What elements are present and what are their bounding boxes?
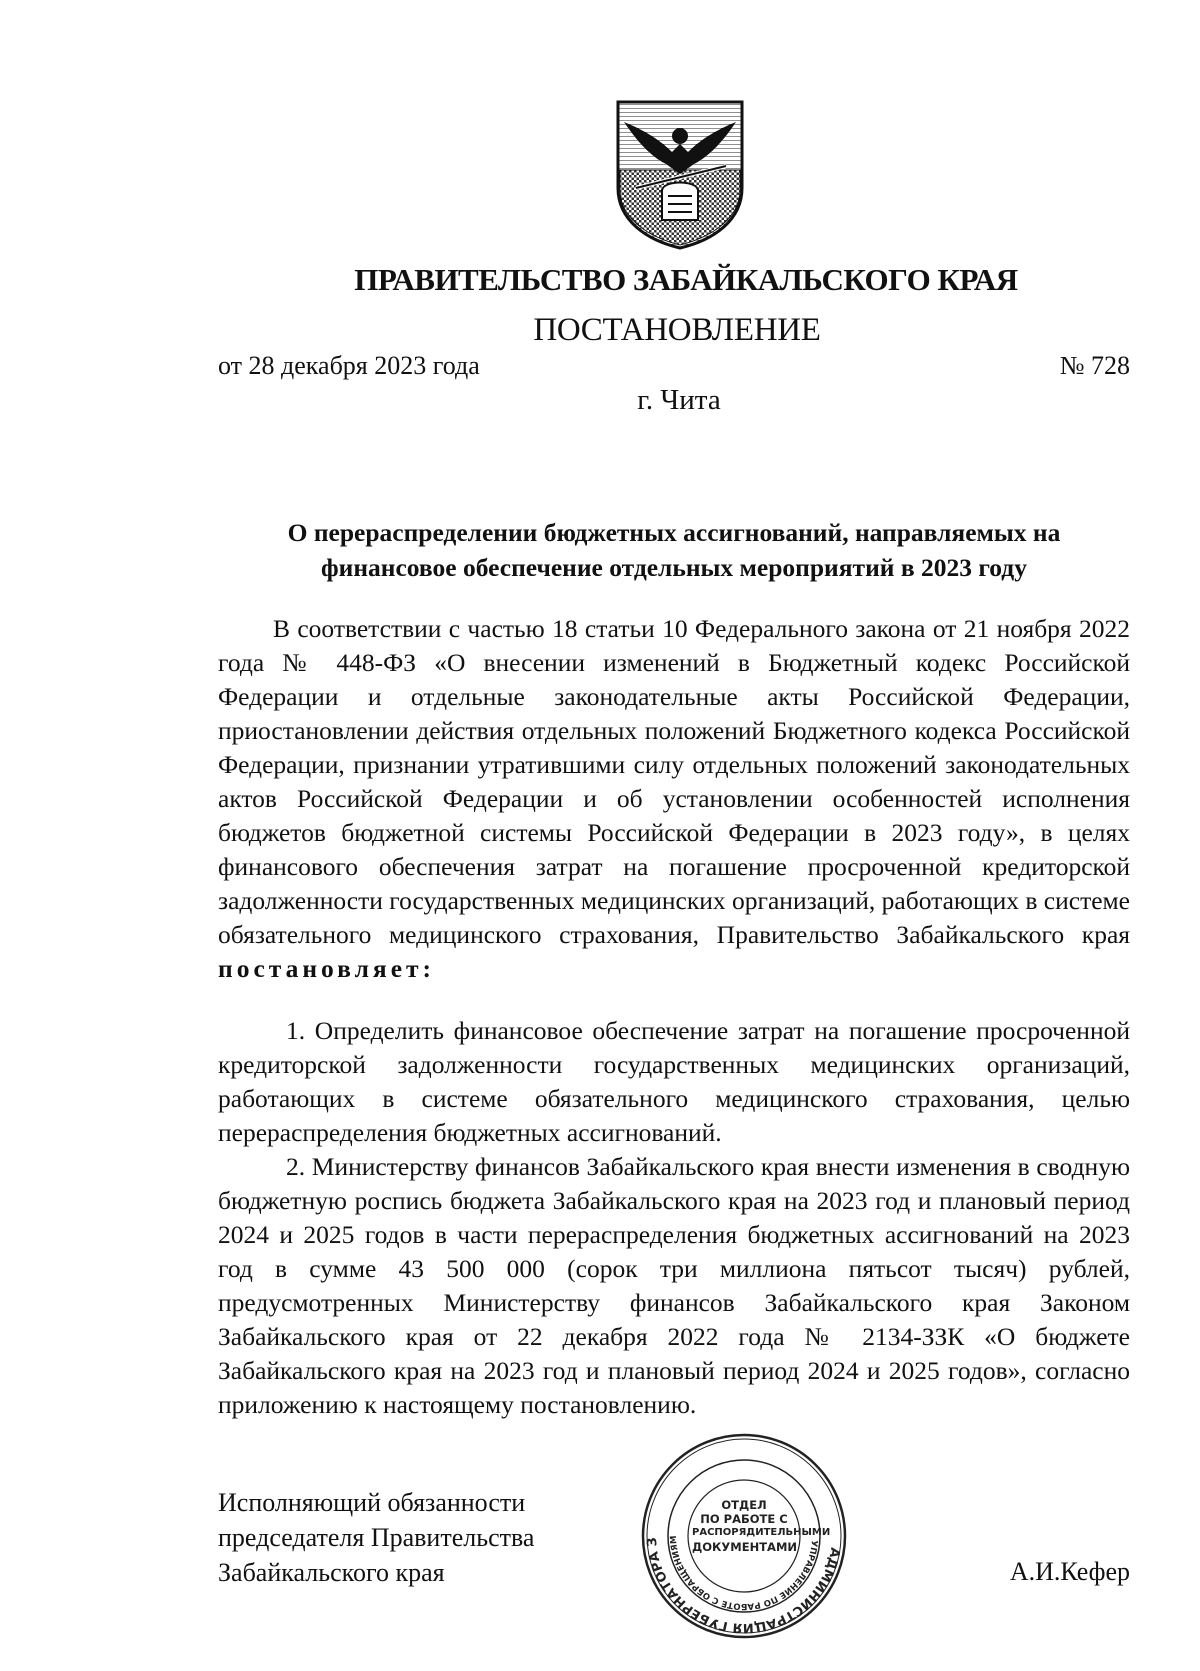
stamp-outer-text: АДМИНИСТРАЦИЯ ГУБЕРНАТОРА З (644, 1536, 843, 1636)
stamp-center-line-4: ДОКУМЕНТАМИ (692, 1540, 798, 1554)
signatory-position (218, 1485, 534, 1590)
decree-point-2: 2. Министерству финансов Забайкальского края внести изменения в сводную бюджетную роспись бюджета Забайкальского края на 2023 год и плановый период 2024 и 2025 годов в части перераспределения бюджетных ассигнований на 2023 год в сумме 43 500 000 (сорок три миллиона пятьсот тысяч) рублей, предусмотренных Министерству финансов Забайкальского края Законом Забайкальского края от 22 декабря 2022 года № 2134-ЗЗК «О бюджете Забайкальского края на 2023 год и плановый период 2024 и 2025 годов», согласно приложению к настоящему постановлению. (218, 1152, 1130, 1419)
signatory-position-line-2: председателя Правительства (218, 1523, 535, 1552)
document-title-line-1: О перераспределении бюджетных ассигнований, направляемых на (287, 518, 1061, 547)
document-type: ПОСТАНОВЛЕНИЕ (533, 312, 821, 348)
decree-colon: : (422, 954, 432, 983)
document-date: от 28 декабря 2023 года (218, 351, 480, 380)
stamp-center-line-1: ОТДЕЛ (721, 1498, 767, 1512)
signatory-name: А.И.Кефер (1009, 1557, 1130, 1586)
decree-point-1: 1. Определить финансовое обеспечение затрат на погашение просроченной кредиторской задолженности государственных медицинских организаций, работающих в системе обязательного медицинского страхования, целью перераспределения бюджетных ассигнований. (218, 1016, 1130, 1147)
decree-word: постановляет (218, 954, 423, 983)
government-name: ПРАВИТЕЛЬСТВО ЗАБАЙКАЛЬСКОГО КРАЯ (354, 262, 1018, 297)
document-number: № 728 (1059, 351, 1130, 380)
round-stamp-icon (640, 1432, 848, 1640)
preamble-text: В соответствии с частью 18 статьи 10 Федерального закона от 21 ноября 2022 года № 448-ФЗ «О внесении изменений в Бюджетный кодекс Российской Федерации и отдельные законодательные акты Российской Федерации, приостановлении действия отдельных положений Бюджетного кодекса Российской Федерации, признании утратившими силу отдельных положений законодательных актов Российской Федерации и об установлении особенностей исполнения бюджетов бюджетной системы Российской Федерации в 2023 году», в целях финансового обеспечения затрат на погашение просроченной кредиторской задолженности государственных медицинских организаций, работающих в системе обязательного медицинского страхования, Правительство Забайкальского края (218, 614, 1130, 949)
document-city: г. Чита (637, 384, 721, 416)
document-title (218, 515, 1130, 585)
stamp-center-line-2: ПО РАБОТЕ С (700, 1512, 788, 1526)
stamp-middle-text: УПРАВЛЕНИЕ ПО РАБОТЕ С ОБРАЩЕНИЯМ (668, 1535, 819, 1612)
signatory-position-line-1: Исполняющий обязанности (218, 1488, 526, 1517)
document-title-line-2: финансовое обеспечение отдельных мероприятий в 2023 году (321, 553, 1027, 582)
stamp-center (692, 1498, 831, 1554)
coat-of-arms-icon (614, 100, 746, 250)
preamble (218, 612, 1130, 986)
decree-points (218, 1014, 1130, 1422)
signatory-position-line-3: Забайкальского края (218, 1558, 445, 1587)
stamp-center-line-3: РАСПОРЯДИТЕЛЬНЫМИ (692, 1527, 831, 1538)
